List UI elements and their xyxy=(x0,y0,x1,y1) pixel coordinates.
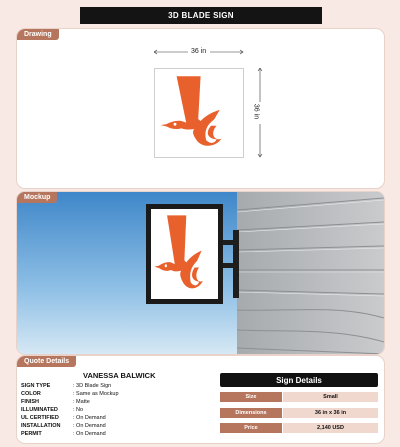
detail-label-color: COLOR xyxy=(21,391,41,397)
drawing-panel xyxy=(16,28,385,189)
mockup-logo-icon xyxy=(153,212,217,296)
sign-details-key: Price xyxy=(220,423,282,433)
sign-details-value: 36 in x 36 in xyxy=(283,408,378,418)
detail-label-illuminated: ILLUMINATED xyxy=(21,407,58,413)
sign-details-row-dimensions xyxy=(220,408,378,418)
mockup-tab: Mockup xyxy=(17,192,57,203)
detail-label-installation: INSTALLATION xyxy=(21,423,61,429)
detail-label-finish: FINISH xyxy=(21,399,40,405)
drawing-tab: Drawing xyxy=(17,29,59,40)
client-name: VANESSA BALWICK xyxy=(83,371,156,380)
detail-value-permit: : On Demand xyxy=(73,431,106,437)
sign-details-title: Sign Details xyxy=(220,373,378,387)
detail-value-color: : Same as Mockup xyxy=(73,391,119,397)
sign-details-row-price xyxy=(220,423,378,433)
height-label: 36 in xyxy=(252,103,260,120)
quote-details-panel xyxy=(16,355,385,444)
detail-label-sign-type: SIGN TYPE xyxy=(21,383,51,389)
sign-details-value: 2,140 USD xyxy=(283,423,378,433)
quote-details-tab: Quote Details xyxy=(17,356,76,367)
detail-value-sign-type: : 3D Blade Sign xyxy=(73,383,112,389)
shoe-bird-logo-icon xyxy=(159,73,239,153)
width-label: 36 in xyxy=(191,48,207,55)
detail-label-permit: PERMIT xyxy=(21,431,42,437)
sign-details-key: Size xyxy=(220,392,282,402)
mockup-panel xyxy=(16,191,385,355)
detail-value-finish: : Matte xyxy=(73,399,90,405)
detail-value-illuminated: : No xyxy=(73,407,84,413)
detail-value-ul-certified: : On Demand xyxy=(73,415,106,421)
sign-details-row-size xyxy=(220,392,378,402)
page-title: 3D BLADE SIGN xyxy=(80,7,322,24)
sign-details-key: Dimensions xyxy=(220,408,282,418)
detail-value-installation: : On Demand xyxy=(73,423,106,429)
detail-label-ul-certified: UL CERTIFIED xyxy=(21,415,59,421)
sign-drawing xyxy=(154,68,244,158)
sign-details-value: Small xyxy=(283,392,378,402)
